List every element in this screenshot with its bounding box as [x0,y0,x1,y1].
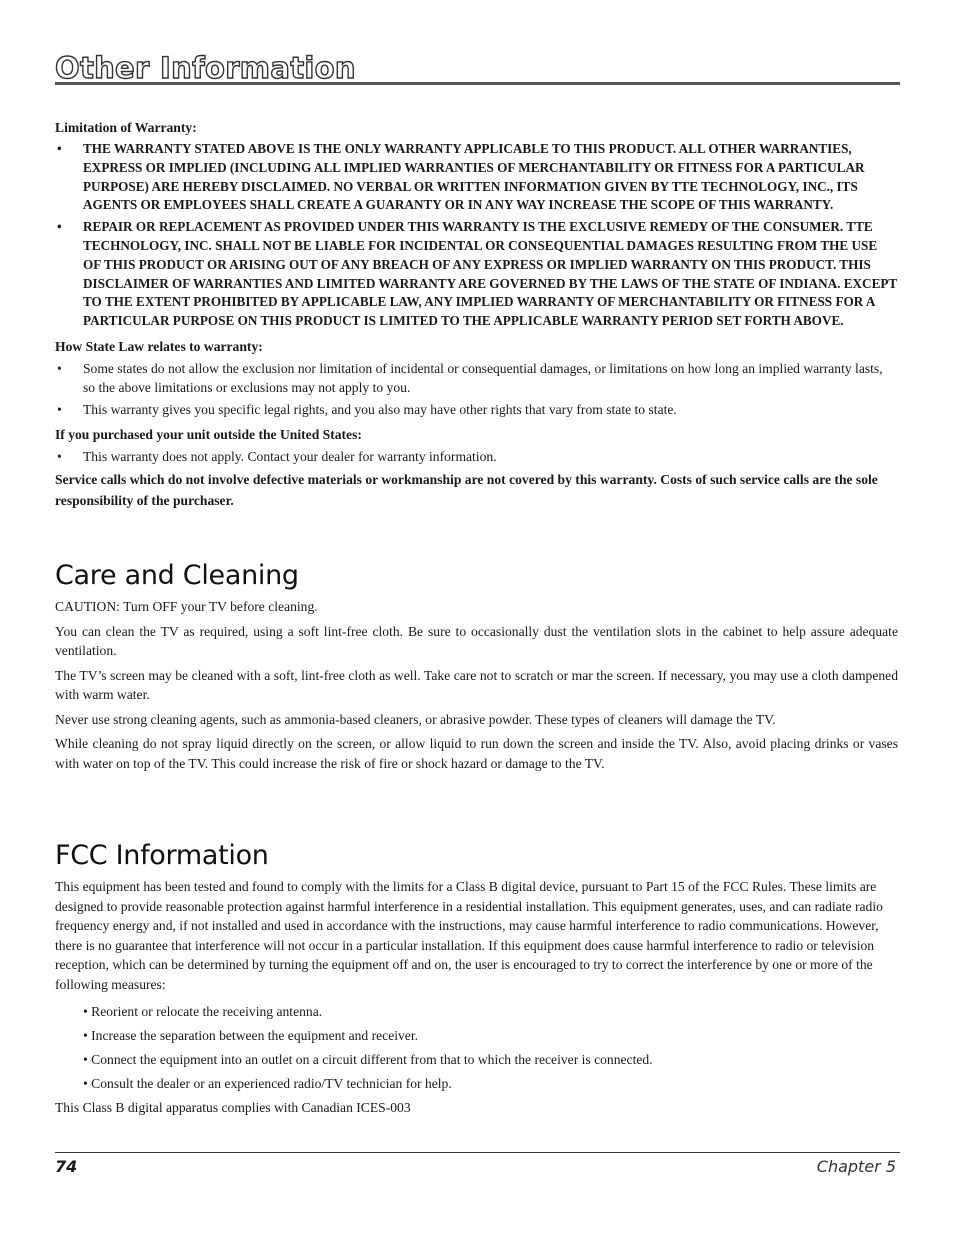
list-item: • This warranty does not apply. Contact your dealer for warranty information. [57,448,497,464]
list-item: • Some states do not allow the exclusion nor limitation of incidental or consequential damages, or limitations on how long an implied warranty lasts, so the above limitations or exclusions may not apply to you. [57,360,883,395]
care-paragraph: Never use strong cleaning agents, such as ammonia-based cleaners, or abrasive powder. These types of cleaners will damage the TV. [55,711,776,727]
footer-divider [55,1152,900,1153]
limitation-label: Limitation of Warranty: [55,120,197,135]
care-section [55,597,898,778]
fcc-measures-list [83,1002,898,1093]
chapter-label: Chapter 5 [816,1157,896,1176]
list-item: • THE WARRANTY STATED ABOVE IS THE ONLY WARRANTY APPLICABLE TO THIS PRODUCT. ALL OTHER WARRANTIES, EXPRESS OR IMPLIED (INCLUDING ALL IMPLIED WARRANTIES OF MERCHANTABILITY OR FITNESS FOR A PARTICULAR PURPOSE) ARE HEREBY DISCLAIMED. NO VERBAL OR WRITTEN INFORMATION GIVEN BY TTE TECHNOLOGY, INC., ITS AGENTS OR EMPLOYEES SHALL CREATE A GUARANTY OR IN ANY WAY INCREASE THE SCOPE OF THIS WARRANTY. [57,141,865,213]
page-header [55,50,900,85]
page-title: Other Information [55,51,356,85]
list-item: • Increase the separation between the equipment and receiver. [83,1028,419,1043]
bullet-icon: • [57,141,62,156]
bullet-icon: • [57,360,62,376]
list-item: • Consult the dealer or an experienced radio/TV technician for help. [83,1076,452,1091]
outside-us-label: If you purchased your unit outside the United States: [55,426,362,442]
fcc-section [55,877,898,1118]
list-item: • Connect the equipment into an outlet on a circuit different from that to which the receiver is connected. [83,1052,653,1067]
state-law-label: How State Law relates to warranty: [55,338,263,354]
limitation-list [55,140,898,331]
care-paragraph: The TV’s screen may be cleaned with a soft, lint-free cloth as well. Take care not to scratch or mar the screen. If necessary, you may use a cloth dampened with warm water. [55,667,898,702]
bullet-icon: • [57,448,62,464]
bullet-icon: • [57,219,62,235]
outside-us-list [55,447,898,466]
state-law-list [55,359,898,419]
care-paragraph: You can clean the TV as required, using a soft lint-free cloth. Be sure to occasionally dust the ventilation slots in the cabinet to help assure adequate ventilation. [55,623,898,658]
list-item: • Reorient or relocate the receiving antenna. [83,1004,323,1019]
list-item: • REPAIR OR REPLACEMENT AS PROVIDED UNDER THIS WARRANTY IS THE EXCLUSIVE REMEDY OF THE CONSUMER. TTE TECHNOLOGY, INC. SHALL NOT BE LIABLE FOR INCIDENTAL OR CONSEQUENTIAL DAMAGES RESULTING FROM THE USE OF THIS PRODUCT OR ARISING OUT OF ANY BREACH OF ANY EXPRESS OR IMPLIED WARRANTY ON THIS PRODUCT. THIS DISCLAIMER OF WARRANTIES AND LIMITED WARRANTY ARE GOVERNED BY THE LAWS OF THE STATE OF INDIANA. EXCEPT TO THE EXTENT PROHIBITED BY APPLICABLE LAW, ANY IMPLIED WARRANTY OF MERCHANTABILITY OR FITNESS FOR A PARTICULAR PURPOSE ON THIS PRODUCT IS LIMITED TO THE APPLICABLE WARRANTY PERIOD SET FORTH ABOVE. [57,219,897,329]
care-heading: Care and Cleaning [55,560,299,591]
fcc-heading: FCC Information [55,840,269,871]
fcc-intro: This equipment has been tested and found to comply with the limits for a Class B digital device, pursuant to Part 15 of the FCC Rules. These limits are designed to provide reasonable protection against harmful interference in a residential installation. This equipment generates, uses, and can radiate radio frequency energy and, if not installed and used in accordance with the instructions, may cause harmful interference to radio communications. However, there is no guarantee that interference will not occur in a particular installation. If this equipment does cause harmful interference to radio or television reception, which can be determined by turning the equipment off and on, the user is encouraged to try to correct the interference by one or more of the following measures: [55,879,883,992]
care-paragraph: While cleaning do not spray liquid directly on the screen, or allow liquid to run down the screen and inside the TV. Also, avoid placing drinks or vases with water on top of the TV. This could increase the risk of fire or shock hazard or damage to the TV. [55,736,898,771]
list-item: • This warranty gives you specific legal rights, and you also may have other rights that vary from state to state. [57,401,677,417]
canada-note: This Class B digital apparatus complies with Canadian ICES-003 [55,1100,411,1115]
bullet-icon: • [57,401,62,417]
page-number: 74 [55,1157,78,1176]
care-paragraph: CAUTION: Turn OFF your TV before cleaning. [55,599,318,614]
warranty-section [55,118,898,511]
service-calls-note: Service calls which do not involve defective materials or workmanship are not covered by this warranty. Costs of such service calls are the sole responsibility of the purchaser. [55,471,878,508]
